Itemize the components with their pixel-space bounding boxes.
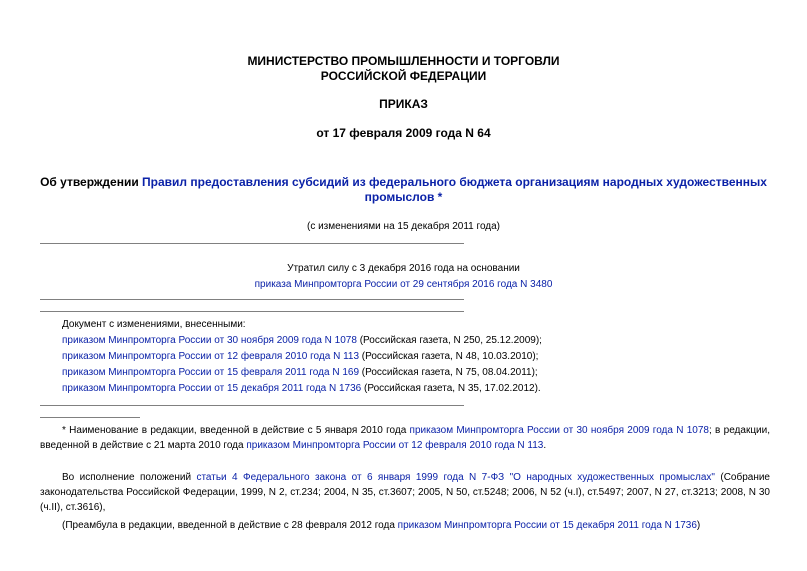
divider — [40, 405, 464, 406]
document-date: от 17 февраля 2009 года N 64 — [316, 126, 491, 140]
expired-link[interactable]: приказа Минпромторга России от 29 сентября 2016 года N 3480 — [254, 279, 553, 290]
change-item-source: (Российская газета, N 35, 17.02.2012). — [361, 383, 541, 394]
footnote-link[interactable]: приказом Минпромторга России от 12 февраля 2010 года N 113 — [246, 440, 544, 451]
amendment-note: (с изменениями на 15 декабря 2011 года) — [306, 221, 501, 232]
preamble-link[interactable]: приказом Минпромторга России от 15 декабря 2011 года N 1736 — [397, 520, 697, 531]
title-prefix: Об утверждении — [40, 175, 143, 189]
change-item-source: (Российская газета, N 75, 08.04.2011); — [359, 367, 538, 378]
change-item-source: (Российская газета, N 250, 25.12.2009); — [356, 335, 542, 346]
body-paragraph — [40, 470, 770, 515]
footnote-link[interactable]: приказом Минпромторга России от 30 ноября 2009 года N 1078 — [409, 425, 709, 436]
divider — [40, 299, 464, 300]
change-item — [62, 334, 542, 347]
body-text: Во исполнение положений — [62, 472, 197, 483]
change-item-source: (Российская газета, N 48, 10.03.2010); — [359, 351, 539, 362]
preamble-text: (Преамбула в редакции, введенной в действие с 28 февраля 2012 года — [62, 520, 398, 531]
change-item-link[interactable]: приказом Минпромторга России от 15 декабря 2011 года N 1736 — [62, 383, 362, 394]
footnote-text: ; в редакции, введенной в действие с 21 марта 2010 года — [40, 425, 771, 451]
ministry-name-line1: МИНИСТЕРСТВО ПРОМЫШЛЕННОСТИ И ТОРГОВЛИ — [247, 54, 560, 68]
preamble-text: ) — [696, 520, 701, 531]
footnote-text: . — [543, 440, 547, 451]
change-item — [62, 350, 538, 363]
body-text: (Собрание законодательства Российской Федерации, 1999, N 2, ст.234; 2004, N 35, ст.3607; 2005, N 50, ст.5248; 2006, N 52 (ч.I), ст.5497; 2007, N 27, ст.3213; 2008, N 30 (ч.II), ст.3616), — [40, 472, 770, 513]
change-item-link[interactable]: приказом Минпромторга России от 30 ноября 2009 года N 1078 — [62, 335, 357, 346]
law-link[interactable]: статьи 4 Федерального закона от 6 января 1999 года N 7-ФЗ "О народных художественных промыслах" — [196, 472, 715, 483]
change-item-link[interactable]: приказом Минпромторга России от 12 февраля 2010 года N 113 — [62, 351, 360, 362]
change-item — [62, 382, 541, 395]
preamble-note — [40, 518, 770, 533]
change-item — [62, 366, 538, 379]
document-type: ПРИКАЗ — [379, 97, 428, 111]
footnote-text: * Наименование в редакции, введенной в действие с 5 января 2010 года — [62, 425, 410, 436]
footnote — [40, 423, 770, 453]
expired-notice: Утратил силу с 3 декабря 2016 года на основании — [287, 263, 520, 274]
document-title — [40, 175, 767, 205]
changes-intro: Документ с изменениями, внесенными: — [62, 319, 246, 330]
divider — [40, 243, 464, 244]
footnote-separator — [40, 417, 140, 418]
divider — [40, 311, 464, 312]
change-item-link[interactable]: приказом Минпромторга России от 15 февраля 2011 года N 169 — [62, 367, 360, 378]
title-link[interactable]: Правил предоставления субсидий из федерального бюджета организациям народных художественных промыслов * — [142, 175, 767, 204]
ministry-name-line2: РОССИЙСКОЙ ФЕДЕРАЦИИ — [320, 69, 487, 83]
